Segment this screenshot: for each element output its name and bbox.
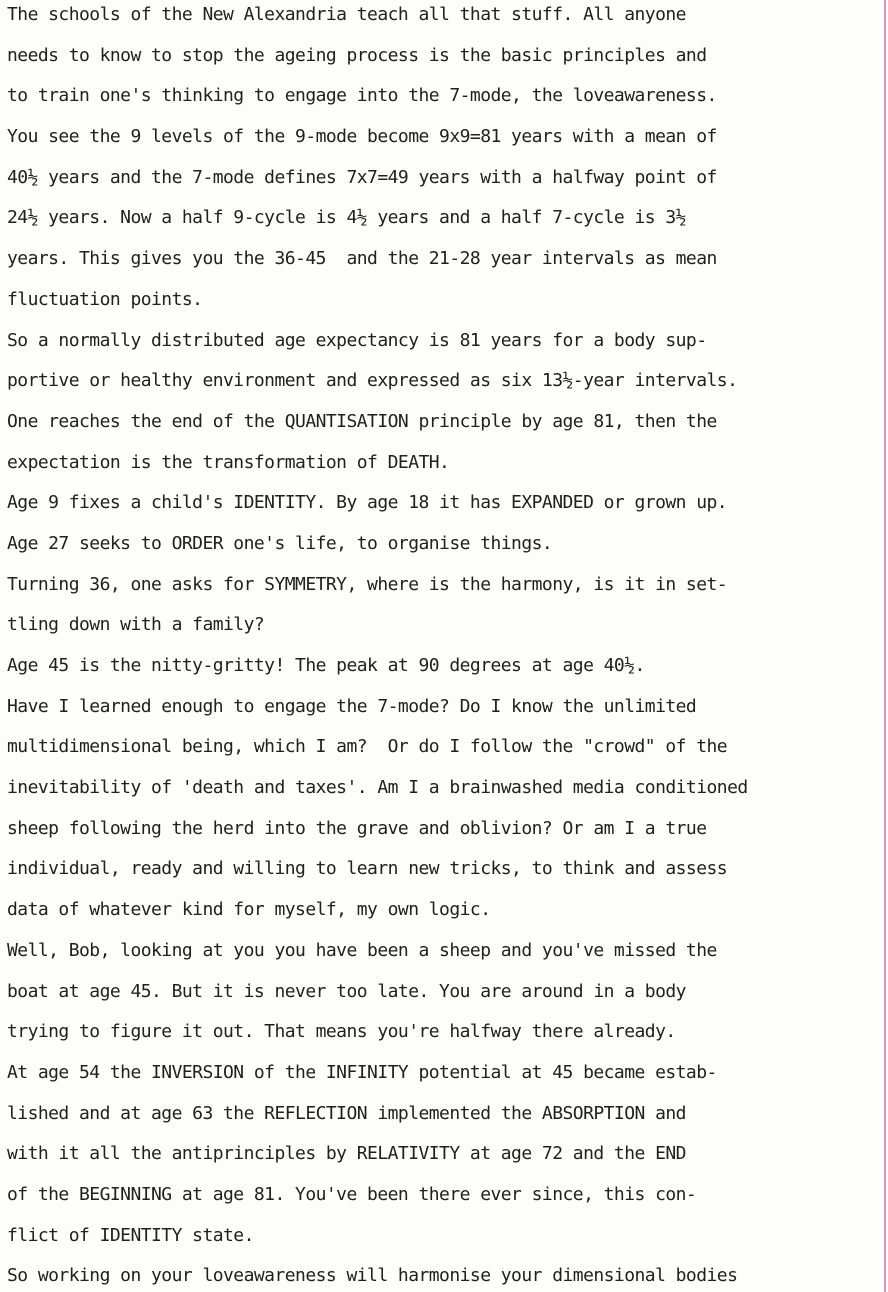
text-line: inevitability of 'death and taxes'. Am I a brainwashed media conditioned [7, 777, 748, 799]
text-line: multidimensional being, which I am? Or do I follow the "crowd" of the [7, 736, 728, 758]
text-line: tling down with a family? [7, 614, 265, 636]
text-line: Age 45 is the nitty-gritty! The peak at 90 degrees at age 40½. [7, 655, 645, 676]
text-line: 24½ years. Now a half 9-cycle is 4½ years and a half 7-cycle is 3½ [7, 207, 686, 229]
text-line: boat at age 45. But it is never too late. You are around in a body [7, 980, 686, 1002]
text-line: needs to know to stop the ageing process is the basic principles and [7, 44, 707, 66]
text-line: Turning 36, one asks for SYMMETRY, where is the harmony, is it in set- [7, 573, 728, 595]
text-line: So working on your loveawareness will harmonise your dimensional bodies [7, 1265, 738, 1287]
text-line: expectation is the transformation of DEATH. [7, 451, 450, 473]
text-line: of the BEGINNING at age 81. You've been there ever since, this con- [7, 1183, 697, 1205]
text-line: trying to figure it out. That means you're halfway there already. [7, 1021, 676, 1043]
text-line: fluctuation points. [7, 288, 203, 310]
text-line: data of whatever kind for myself, my own logic. [7, 899, 491, 921]
text-line: portive or healthy environment and expressed as six 13½-year intervals. [7, 370, 738, 392]
text-line: to train one's thinking to engage into the 7-mode, the loveawareness. [7, 85, 717, 107]
text-line: The schools of the New Alexandria teach all that stuff. All anyone [7, 4, 686, 25]
text-line: At age 54 the INVERSION of the INFINITY potential at 45 became estab- [7, 1061, 717, 1083]
text-line: You see the 9 levels of the 9-mode become 9x9=81 years with a mean of [7, 126, 717, 148]
text-line: lished and at age 63 the REFLECTION implemented the ABSORPTION and [7, 1102, 686, 1124]
text-line: years. This gives you the 36-45 and the 21-28 year intervals as mean [7, 248, 717, 270]
text-line: Age 9 fixes a child's IDENTITY. By age 18 it has EXPANDED or grown up. [7, 492, 728, 514]
text-line: Age 27 seeks to ORDER one's life, to organise things. [7, 532, 553, 554]
text-line: with it all the antiprinciples by RELATIVITY at age 72 and the END [7, 1143, 686, 1165]
text-line: flict of IDENTITY state. [7, 1224, 254, 1246]
text-line: sheep following the herd into the grave and oblivion? Or am I a true [7, 817, 707, 839]
page-text [7, 0, 885, 1292]
text-line: One reaches the end of the QUANTISATION principle by age 81, then the [7, 410, 717, 432]
text-line: 40½ years and the 7-mode defines 7x7=49 years with a halfway point of [7, 166, 717, 188]
text-line: individual, ready and willing to learn new tricks, to think and assess [7, 858, 728, 880]
text-line: Well, Bob, looking at you you have been a sheep and you've missed the [7, 939, 717, 961]
text-line: So a normally distributed age expectancy is 81 years for a body sup- [7, 329, 707, 351]
text-line: Have I learned enough to engage the 7-mode? Do I know the unlimited [7, 695, 697, 717]
